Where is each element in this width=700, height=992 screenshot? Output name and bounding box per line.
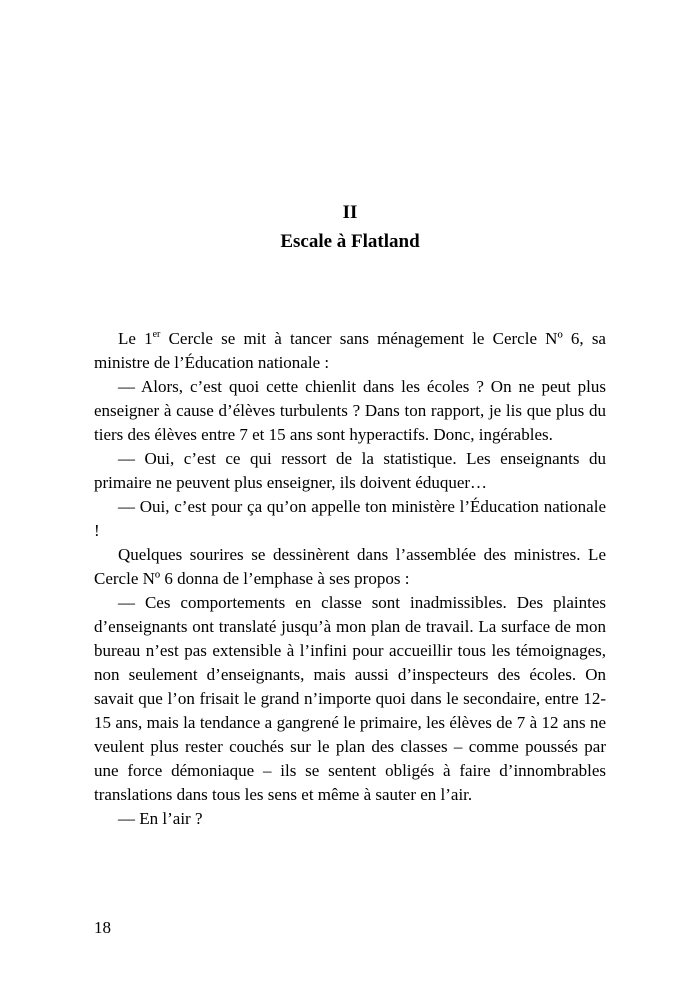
ordinal-superscript: er: [152, 329, 161, 340]
paragraph: — Oui, c’est pour ça qu’on appelle ton ministère l’Éducation nationale !: [94, 497, 606, 540]
paragraph-text: Cercle se mit à tancer sans ménagement le Cercle Nº 6, sa ministre de l’Éducation nationale :: [94, 329, 606, 372]
paragraph: — En l’air ?: [118, 809, 203, 828]
page-number: 18: [94, 918, 111, 937]
chapter-number: II: [342, 202, 358, 223]
chapter-title: Escale à Flatland: [280, 231, 420, 252]
paragraph: Quelques sourires se dessinèrent dans l’assemblée des ministres. Le Cercle Nº 6 donna de l’emphase à ses propos :: [94, 545, 606, 588]
paragraph: [94, 327, 606, 375]
paragraph: — Oui, c’est ce qui ressort de la statistique. Les enseignants du primaire ne peuvent plus enseigner, ils doivent éduquer…: [94, 449, 606, 492]
chapter-heading: [0, 200, 700, 254]
body-text: [94, 327, 606, 831]
paragraph-text: Le 1: [118, 329, 153, 348]
paragraph: — Ces comportements en classe sont inadmissibles. Des plaintes d’enseignants ont translaté jusqu’à mon plan de travail. La surface de mon bureau n’est pas extensible à l’infini pour accueillir tous les témoignages, non seulement d’enseignants, mais aussi d’inspecteurs des écoles. On savait que l’on frisait le grand n’importe quoi dans le secondaire, entre 12-15 ans, mais la tendance a gangrené le primaire, les élèves de 7 à 12 ans ne veulent plus rester couchés sur le plan des classes – comme poussés par une force démoniaque – ils se sentent obligés à faire d’innombrables translations dans tous les sens et même à sauter en l’air.: [94, 593, 606, 804]
paragraph: — Alors, c’est quoi cette chienlit dans les écoles ? On ne peut plus enseigner à cause d’élèves turbulents ? Dans ton rapport, je lis que plus du tiers des élèves entre 7 et 15 ans sont hyperactifs. Donc, ingérables.: [94, 377, 606, 444]
